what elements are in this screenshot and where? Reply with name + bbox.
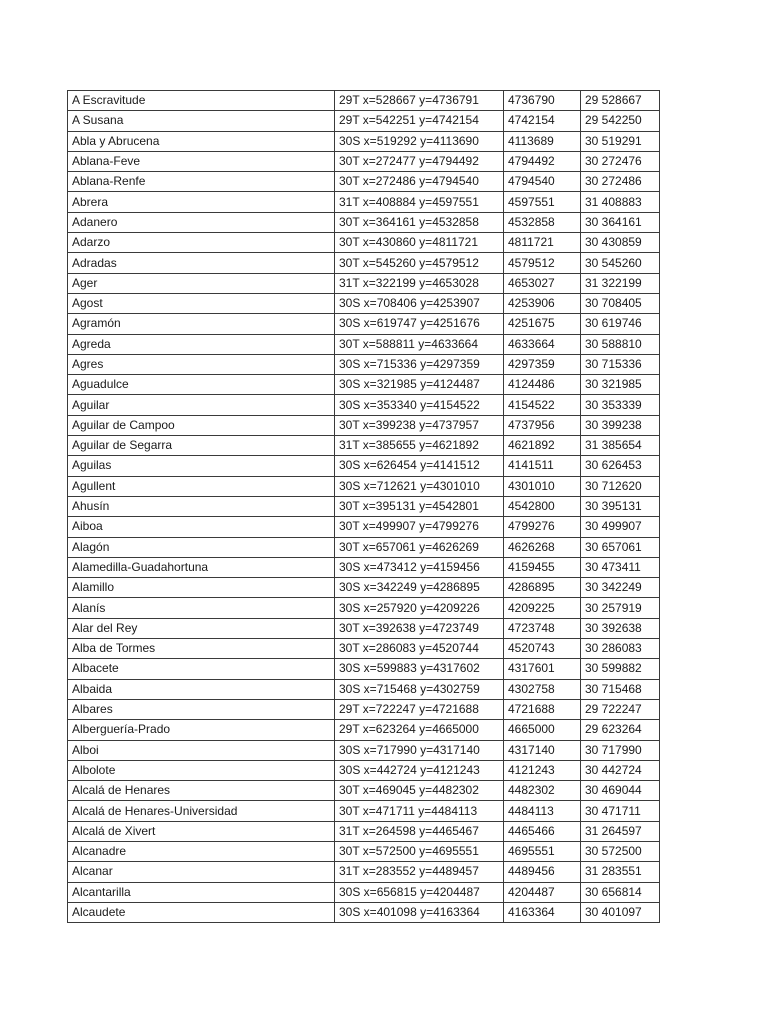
- table-row: [68, 618, 660, 638]
- utm-coordinate-cell[interactable]: 29T x=542251 y=4742154: [335, 111, 504, 131]
- zone-easting-cell[interactable]: 29 528667: [581, 91, 660, 111]
- table-row: [68, 679, 660, 699]
- station-name-cell[interactable]: A Susana: [68, 111, 335, 131]
- zone-easting-cell[interactable]: 30 473411: [581, 557, 660, 577]
- station-name-cell[interactable]: Ager: [68, 273, 335, 293]
- station-name-cell[interactable]: Alar del Rey: [68, 618, 335, 638]
- station-name-cell[interactable]: Albacete: [68, 659, 335, 679]
- zone-easting-cell[interactable]: 30 286083: [581, 639, 660, 659]
- northing-cell[interactable]: 4579512: [504, 253, 581, 273]
- zone-easting-cell[interactable]: 30 545260: [581, 253, 660, 273]
- table-row: [68, 151, 660, 171]
- table-row: [68, 902, 660, 922]
- zone-easting-cell[interactable]: 30 430859: [581, 233, 660, 253]
- utm-coordinate-cell[interactable]: 30S x=321985 y=4124487: [335, 375, 504, 395]
- northing-cell[interactable]: 4482302: [504, 781, 581, 801]
- northing-cell[interactable]: 4794540: [504, 172, 581, 192]
- station-name-cell[interactable]: Ablana-Feve: [68, 151, 335, 171]
- station-name-cell[interactable]: Ahusín: [68, 496, 335, 516]
- northing-cell[interactable]: 4520743: [504, 639, 581, 659]
- zone-easting-cell[interactable]: 31 385654: [581, 436, 660, 456]
- utm-coordinate-cell[interactable]: 30S x=342249 y=4286895: [335, 578, 504, 598]
- table-row: [68, 375, 660, 395]
- spreadsheet-page: [67, 90, 660, 923]
- station-name-cell[interactable]: Alboi: [68, 740, 335, 760]
- northing-cell[interactable]: 4163364: [504, 902, 581, 922]
- station-name-cell[interactable]: Alcaudete: [68, 902, 335, 922]
- utm-coordinate-cell[interactable]: 30T x=286083 y=4520744: [335, 639, 504, 659]
- utm-coordinate-cell[interactable]: 30S x=626454 y=4141512: [335, 456, 504, 476]
- station-name-cell[interactable]: Agreda: [68, 334, 335, 354]
- utm-coordinate-cell[interactable]: 30S x=656815 y=4204487: [335, 882, 504, 902]
- northing-cell[interactable]: 4736790: [504, 91, 581, 111]
- northing-cell[interactable]: 4251675: [504, 314, 581, 334]
- station-name-cell[interactable]: Agost: [68, 293, 335, 313]
- utm-coordinate-cell[interactable]: 30T x=272486 y=4794540: [335, 172, 504, 192]
- utm-coordinate-cell[interactable]: 30S x=712621 y=4301010: [335, 476, 504, 496]
- zone-easting-cell[interactable]: 31 283551: [581, 862, 660, 882]
- utm-coordinate-cell[interactable]: 30S x=257920 y=4209226: [335, 598, 504, 618]
- zone-easting-cell[interactable]: 30 717990: [581, 740, 660, 760]
- table-row: [68, 415, 660, 435]
- northing-cell[interactable]: 4209225: [504, 598, 581, 618]
- northing-cell[interactable]: 4665000: [504, 720, 581, 740]
- table-row: [68, 436, 660, 456]
- table-row: [68, 760, 660, 780]
- zone-easting-cell[interactable]: 30 353339: [581, 395, 660, 415]
- northing-cell[interactable]: 4542800: [504, 496, 581, 516]
- utm-coordinate-cell[interactable]: 30S x=619747 y=4251676: [335, 314, 504, 334]
- utm-coordinate-cell[interactable]: 30T x=272477 y=4794492: [335, 151, 504, 171]
- zone-easting-cell[interactable]: 31 322199: [581, 273, 660, 293]
- zone-easting-cell[interactable]: 30 499907: [581, 517, 660, 537]
- northing-cell[interactable]: 4121243: [504, 760, 581, 780]
- table-row: [68, 395, 660, 415]
- zone-easting-cell[interactable]: 30 715336: [581, 354, 660, 374]
- zone-easting-cell[interactable]: 30 619746: [581, 314, 660, 334]
- zone-easting-cell[interactable]: 30 656814: [581, 882, 660, 902]
- utm-coordinate-cell[interactable]: 31T x=264598 y=4465467: [335, 821, 504, 841]
- table-row: [68, 781, 660, 801]
- utm-coordinate-cell[interactable]: 30S x=519292 y=4113690: [335, 131, 504, 151]
- zone-easting-cell[interactable]: 29 542250: [581, 111, 660, 131]
- table-row: [68, 273, 660, 293]
- zone-easting-cell[interactable]: 30 257919: [581, 598, 660, 618]
- station-name-cell[interactable]: Ablana-Renfe: [68, 172, 335, 192]
- table-row: [68, 334, 660, 354]
- northing-cell[interactable]: 4301010: [504, 476, 581, 496]
- zone-easting-cell[interactable]: 30 442724: [581, 760, 660, 780]
- utm-coordinate-cell[interactable]: 30T x=430860 y=4811721: [335, 233, 504, 253]
- utm-coordinate-cell[interactable]: 31T x=322199 y=4653028: [335, 273, 504, 293]
- table-row: [68, 821, 660, 841]
- zone-easting-cell[interactable]: 30 588810: [581, 334, 660, 354]
- table-row: [68, 456, 660, 476]
- utm-coordinate-cell[interactable]: 30T x=588811 y=4633664: [335, 334, 504, 354]
- northing-cell[interactable]: 4297359: [504, 354, 581, 374]
- station-name-cell[interactable]: Adradas: [68, 253, 335, 273]
- northing-cell[interactable]: 4159455: [504, 557, 581, 577]
- northing-cell[interactable]: 4154522: [504, 395, 581, 415]
- station-name-cell[interactable]: Alanís: [68, 598, 335, 618]
- zone-easting-cell[interactable]: 30 519291: [581, 131, 660, 151]
- table-row: [68, 537, 660, 557]
- northing-cell[interactable]: 4124486: [504, 375, 581, 395]
- utm-coordinate-cell[interactable]: 30T x=499907 y=4799276: [335, 517, 504, 537]
- table-row: [68, 293, 660, 313]
- zone-easting-cell[interactable]: 30 715468: [581, 679, 660, 699]
- station-name-cell[interactable]: Alagón: [68, 537, 335, 557]
- zone-easting-cell[interactable]: 30 399238: [581, 415, 660, 435]
- table-body: [68, 91, 660, 923]
- northing-cell[interactable]: 4695551: [504, 841, 581, 861]
- station-name-cell[interactable]: Albaida: [68, 679, 335, 699]
- utm-coordinate-cell[interactable]: 30S x=353340 y=4154522: [335, 395, 504, 415]
- utm-coordinate-cell[interactable]: 29T x=528667 y=4736791: [335, 91, 504, 111]
- table-row: [68, 517, 660, 537]
- station-name-cell[interactable]: Alcanadre: [68, 841, 335, 861]
- station-name-cell[interactable]: Alberguería-Prado: [68, 720, 335, 740]
- utm-coordinate-cell[interactable]: 31T x=283552 y=4489457: [335, 862, 504, 882]
- utm-coordinate-cell[interactable]: 30T x=469045 y=4482302: [335, 781, 504, 801]
- station-name-cell[interactable]: Alba de Tormes: [68, 639, 335, 659]
- station-name-cell[interactable]: Alcantarilla: [68, 882, 335, 902]
- zone-easting-cell[interactable]: 30 599882: [581, 659, 660, 679]
- table-row: [68, 801, 660, 821]
- utm-coordinate-cell[interactable]: 29T x=722247 y=4721688: [335, 699, 504, 719]
- zone-easting-cell[interactable]: 30 471711: [581, 801, 660, 821]
- table-row: [68, 699, 660, 719]
- utm-coordinate-cell[interactable]: 30T x=399238 y=4737957: [335, 415, 504, 435]
- zone-easting-cell[interactable]: 30 572500: [581, 841, 660, 861]
- zone-easting-cell[interactable]: 30 272476: [581, 151, 660, 171]
- northing-cell[interactable]: 4653027: [504, 273, 581, 293]
- table-row: [68, 131, 660, 151]
- utm-coordinate-cell[interactable]: 29T x=623264 y=4665000: [335, 720, 504, 740]
- station-name-cell[interactable]: Alcalá de Xivert: [68, 821, 335, 841]
- table-row: [68, 354, 660, 374]
- table-row: [68, 598, 660, 618]
- utm-coordinate-cell[interactable]: 30S x=715336 y=4297359: [335, 354, 504, 374]
- utm-coordinate-cell[interactable]: 30T x=471711 y=4484113: [335, 801, 504, 821]
- table-row: [68, 476, 660, 496]
- table-row: [68, 192, 660, 212]
- station-name-cell[interactable]: Alamedilla-Guadahortuna: [68, 557, 335, 577]
- station-name-cell[interactable]: Agramón: [68, 314, 335, 334]
- zone-easting-cell[interactable]: 30 392638: [581, 618, 660, 638]
- table-row: [68, 740, 660, 760]
- table-row: [68, 233, 660, 253]
- station-name-cell[interactable]: Alamillo: [68, 578, 335, 598]
- table-row: [68, 639, 660, 659]
- station-name-cell[interactable]: Adanero: [68, 212, 335, 232]
- zone-easting-cell[interactable]: 30 712620: [581, 476, 660, 496]
- northing-cell[interactable]: 4302758: [504, 679, 581, 699]
- northing-cell[interactable]: 4621892: [504, 436, 581, 456]
- northing-cell[interactable]: 4799276: [504, 517, 581, 537]
- table-row: [68, 841, 660, 861]
- station-name-cell[interactable]: A Escravitude: [68, 91, 335, 111]
- zone-easting-cell[interactable]: 30 321985: [581, 375, 660, 395]
- utm-coordinate-cell[interactable]: 31T x=408884 y=4597551: [335, 192, 504, 212]
- table-row: [68, 720, 660, 740]
- station-name-cell[interactable]: Aguilar de Segarra: [68, 436, 335, 456]
- northing-cell[interactable]: 4723748: [504, 618, 581, 638]
- northing-cell[interactable]: 4113689: [504, 131, 581, 151]
- station-name-cell[interactable]: Alcalá de Henares-Universidad: [68, 801, 335, 821]
- station-name-cell[interactable]: Aguadulce: [68, 375, 335, 395]
- zone-easting-cell[interactable]: 31 264597: [581, 821, 660, 841]
- northing-cell[interactable]: 4317601: [504, 659, 581, 679]
- table-row: [68, 578, 660, 598]
- table-row: [68, 659, 660, 679]
- zone-easting-cell[interactable]: 30 708405: [581, 293, 660, 313]
- station-name-cell[interactable]: Aguilar de Campoo: [68, 415, 335, 435]
- utm-coordinate-cell[interactable]: 30T x=657061 y=4626269: [335, 537, 504, 557]
- table-row: [68, 557, 660, 577]
- table-row: [68, 111, 660, 131]
- utm-coordinate-cell[interactable]: 30S x=473412 y=4159456: [335, 557, 504, 577]
- table-row: [68, 172, 660, 192]
- northing-cell[interactable]: 4737956: [504, 415, 581, 435]
- utm-coordinate-cell[interactable]: 30T x=392638 y=4723749: [335, 618, 504, 638]
- table-row: [68, 862, 660, 882]
- table-row: [68, 91, 660, 111]
- northing-cell[interactable]: 4465466: [504, 821, 581, 841]
- utm-coordinate-cell[interactable]: 30T x=545260 y=4579512: [335, 253, 504, 273]
- station-name-cell[interactable]: Aguilar: [68, 395, 335, 415]
- utm-coordinate-cell[interactable]: 30T x=364161 y=4532858: [335, 212, 504, 232]
- utm-coordinate-cell[interactable]: 30S x=599883 y=4317602: [335, 659, 504, 679]
- station-name-cell[interactable]: Agullent: [68, 476, 335, 496]
- utm-coordinate-cell[interactable]: 30S x=715468 y=4302759: [335, 679, 504, 699]
- station-name-cell[interactable]: Agres: [68, 354, 335, 374]
- northing-cell[interactable]: 4794492: [504, 151, 581, 171]
- table-row: [68, 253, 660, 273]
- table-row: [68, 882, 660, 902]
- zone-easting-cell[interactable]: 30 626453: [581, 456, 660, 476]
- zone-easting-cell[interactable]: 29 623264: [581, 720, 660, 740]
- zone-easting-cell[interactable]: 30 272486: [581, 172, 660, 192]
- northing-cell[interactable]: 4489456: [504, 862, 581, 882]
- station-name-cell[interactable]: Aiboa: [68, 517, 335, 537]
- northing-cell[interactable]: 4141511: [504, 456, 581, 476]
- northing-cell[interactable]: 4204487: [504, 882, 581, 902]
- northing-cell[interactable]: 4742154: [504, 111, 581, 131]
- northing-cell[interactable]: 4286895: [504, 578, 581, 598]
- station-name-cell[interactable]: Abla y Abrucena: [68, 131, 335, 151]
- northing-cell[interactable]: 4317140: [504, 740, 581, 760]
- table-row: [68, 314, 660, 334]
- station-name-cell[interactable]: Aguilas: [68, 456, 335, 476]
- zone-easting-cell[interactable]: 30 401097: [581, 902, 660, 922]
- utm-coordinate-cell[interactable]: 30S x=401098 y=4163364: [335, 902, 504, 922]
- station-name-cell[interactable]: Albares: [68, 699, 335, 719]
- zone-easting-cell[interactable]: 30 469044: [581, 781, 660, 801]
- table-row: [68, 212, 660, 232]
- zone-easting-cell[interactable]: 30 395131: [581, 496, 660, 516]
- station-name-cell[interactable]: Adarzo: [68, 233, 335, 253]
- utm-coordinate-cell[interactable]: 30T x=395131 y=4542801: [335, 496, 504, 516]
- zone-easting-cell[interactable]: 29 722247: [581, 699, 660, 719]
- northing-cell[interactable]: 4597551: [504, 192, 581, 212]
- northing-cell[interactable]: 4532858: [504, 212, 581, 232]
- zone-easting-cell[interactable]: 30 364161: [581, 212, 660, 232]
- utm-coordinate-cell[interactable]: 30S x=442724 y=4121243: [335, 760, 504, 780]
- zone-easting-cell[interactable]: 30 657061: [581, 537, 660, 557]
- northing-cell[interactable]: 4626268: [504, 537, 581, 557]
- zone-easting-cell[interactable]: 31 408883: [581, 192, 660, 212]
- station-coordinates-table: [67, 90, 660, 923]
- utm-coordinate-cell[interactable]: 30S x=708406 y=4253907: [335, 293, 504, 313]
- northing-cell[interactable]: 4484113: [504, 801, 581, 821]
- northing-cell[interactable]: 4811721: [504, 233, 581, 253]
- utm-coordinate-cell[interactable]: 30T x=572500 y=4695551: [335, 841, 504, 861]
- station-name-cell[interactable]: Albolote: [68, 760, 335, 780]
- station-name-cell[interactable]: Alcanar: [68, 862, 335, 882]
- station-name-cell[interactable]: Abrera: [68, 192, 335, 212]
- table-row: [68, 496, 660, 516]
- northing-cell[interactable]: 4721688: [504, 699, 581, 719]
- station-name-cell[interactable]: Alcalá de Henares: [68, 781, 335, 801]
- utm-coordinate-cell[interactable]: 30S x=717990 y=4317140: [335, 740, 504, 760]
- utm-coordinate-cell[interactable]: 31T x=385655 y=4621892: [335, 436, 504, 456]
- zone-easting-cell[interactable]: 30 342249: [581, 578, 660, 598]
- northing-cell[interactable]: 4253906: [504, 293, 581, 313]
- northing-cell[interactable]: 4633664: [504, 334, 581, 354]
